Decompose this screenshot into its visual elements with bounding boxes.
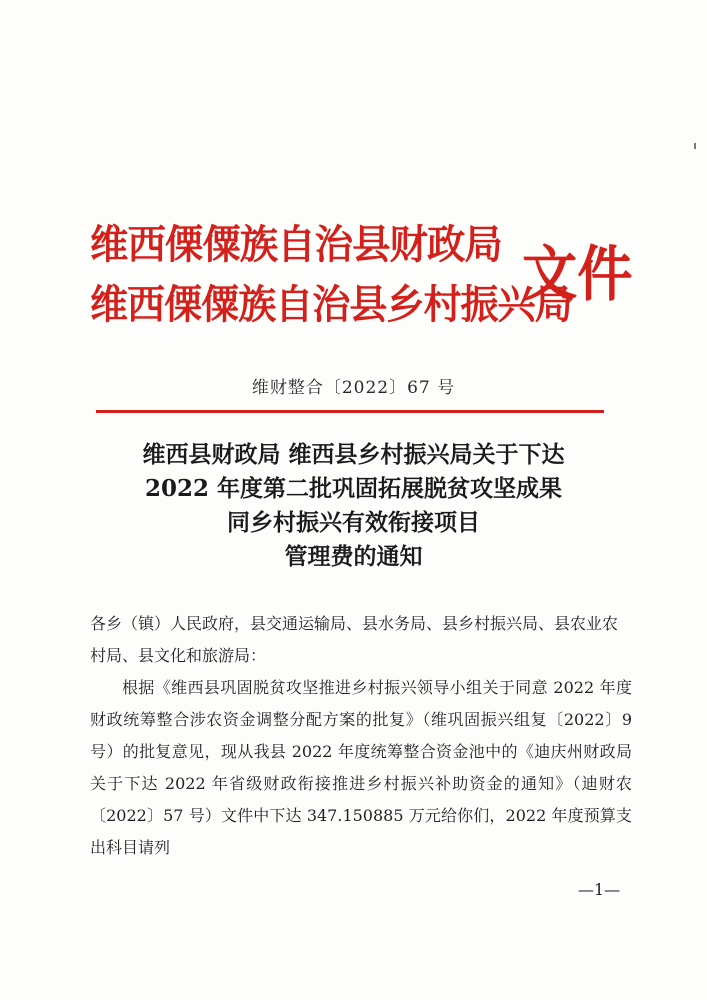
issuer-block (90, 213, 633, 343)
recipients-paragraph: 各乡（镇）人民政府，县交通运输局、县水务局、县乡村振兴局、县农业农村局、县文化和旅游局： (90, 614, 619, 665)
body-paragraph-1: 根据《维西县巩固脱贫攻坚推进乡村振兴领导小组关于同意 2022 年度财政统筹整合涉农资金调整分配方案的批复》（维巩固振兴组复〔2022〕9 号）的批复意见，现从我县 2022 年度统筹整合资金池中的《迪庆州财政局关于下达 2022 年省级财政衔接推进乡村振兴补助资金的通知》（迪财农〔2022〕57 号）文件中下达 347.150885 万元给你们，2022 年度预算支出科目请列 (90, 678, 632, 857)
title-line-4: 管理费的通知 (284, 543, 423, 570)
title-line-1: 维西县财政局 维西县乡村振兴局关于下达 (142, 441, 565, 468)
margin-mark (694, 143, 696, 149)
document-number: 维财整合〔2022〕67 号 (251, 378, 456, 398)
body-text (90, 608, 632, 864)
issuer-line-2: 维西傈僳族自治县乡村振兴局 (90, 282, 572, 328)
document-type-label: 文件 (522, 240, 633, 310)
red-divider-line (96, 410, 604, 413)
title-line-3: 同乡村振兴有效衔接项目 (227, 509, 480, 536)
title-line-2: 2022 年度第二批巩固拓展脱贫攻坚成果 (144, 475, 563, 502)
notice-title (0, 438, 707, 574)
issuer-line-1: 维西傈僳族自治县财政局 (90, 222, 502, 268)
page-number: —1— (578, 880, 621, 899)
